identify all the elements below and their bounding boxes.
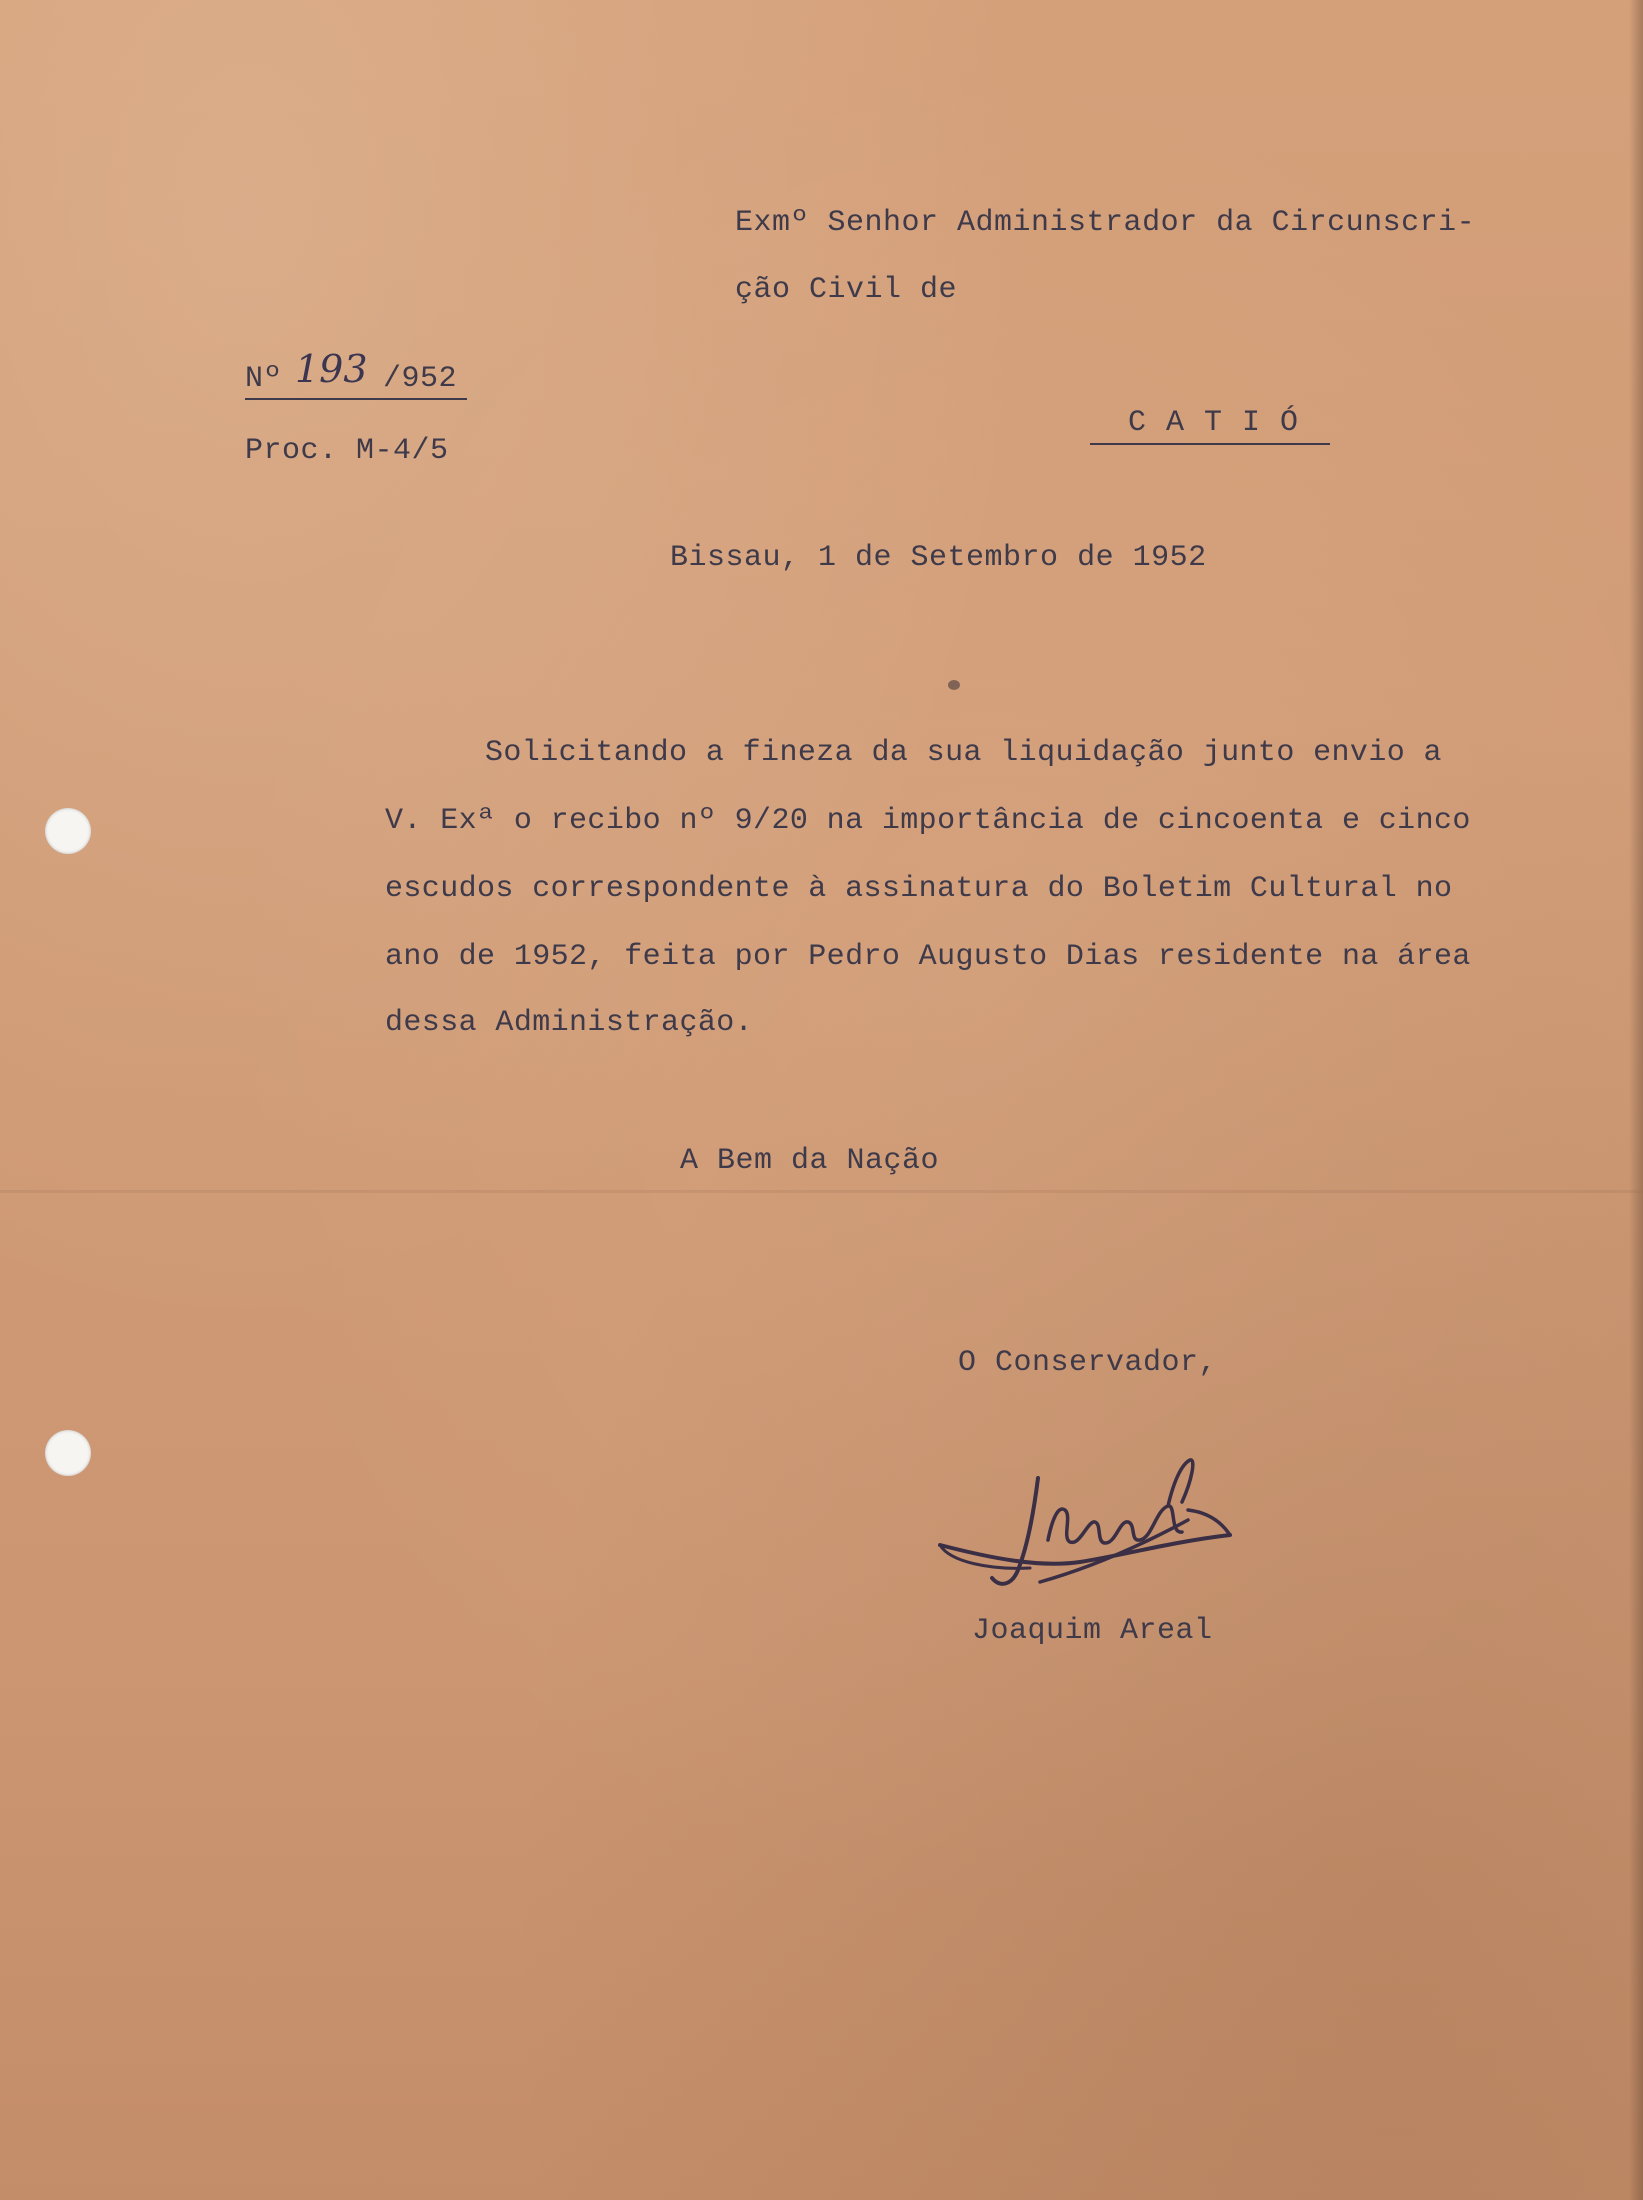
body-line: ano de 1952, feita por Pedro Augusto Dias residente na área [385, 940, 1471, 974]
punch-hole-top [45, 808, 91, 854]
handwritten-signature [930, 1450, 1260, 1610]
body-line: dessa Administração. [385, 1006, 754, 1040]
reference-number-handwritten: 193 [295, 347, 368, 391]
signatory-title: O Conservador, [958, 1346, 1218, 1380]
process-number: Proc. M-4/5 [245, 434, 449, 468]
punch-hole-bottom [45, 1430, 91, 1476]
body-line: V. Exª o recibo nº 9/20 na importância de cincoenta e cinco [385, 804, 1471, 838]
reference-number-year: /952 [383, 362, 458, 396]
body-line: Solicitando a fineza da sua liquidação junto envio a [485, 736, 1442, 770]
addressee-line-1: Exmº Senhor Administrador da Circunscri- [735, 206, 1476, 240]
body-line: escudos correspondente à assinatura do Boletim Cultural no [385, 872, 1453, 906]
page-edge-shadow [1629, 0, 1643, 2200]
addressee-place: C A T I Ó [1128, 406, 1300, 440]
addressee-place-underline [1090, 443, 1330, 445]
addressee-line-2: ção Civil de [735, 273, 958, 307]
date-line: Bissau, 1 de Setembro de 1952 [670, 541, 1207, 575]
signatory-name: Joaquim Areal [972, 1614, 1213, 1648]
paper-fold [0, 1190, 1643, 1193]
reference-number-underline [245, 398, 467, 400]
ink-spot [948, 680, 960, 690]
reference-number-prefix: Nº [245, 362, 283, 396]
closing-salutation: A Bem da Nação [680, 1144, 940, 1178]
